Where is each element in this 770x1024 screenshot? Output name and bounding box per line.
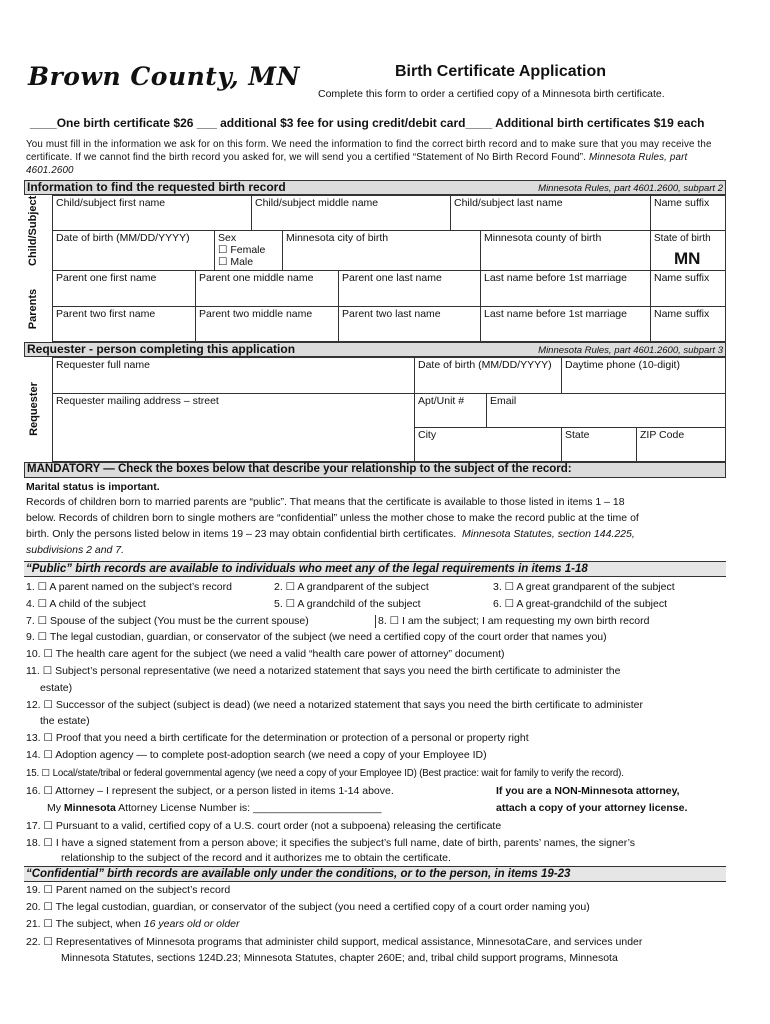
mandatory-header: MANDATORY — Check the boxes below that describe your relationship to the subject of the record: xyxy=(24,462,726,478)
parents-label: Parents xyxy=(27,288,39,330)
intro-rule: Minnesota Rules, part 4601.2600 xyxy=(26,152,688,176)
parent2-last-name-field[interactable]: Parent two last name xyxy=(338,306,481,342)
state-of-birth-value: MN xyxy=(674,249,701,268)
mandatory-text-4 xyxy=(26,543,124,559)
item-17-checkbox[interactable]: 17. ☐ Pursuant to a valid, certified copy of a U.S. court order (not a subpoena) releasing the certificate xyxy=(26,820,502,832)
intro-text xyxy=(26,138,726,177)
item-4-checkbox[interactable]: 4. ☐ A child of the subject xyxy=(26,598,146,610)
requester-phone-field[interactable]: Daytime phone (10-digit) xyxy=(561,357,726,394)
item-11-continued: estate) xyxy=(40,682,73,694)
state-of-birth-label: State of birth xyxy=(654,233,711,244)
child-middle-name-field[interactable]: Child/subject middle name xyxy=(251,195,451,231)
sex-field xyxy=(214,230,283,271)
form-title: Birth Certificate Application xyxy=(395,63,606,80)
requester-address-field[interactable]: Requester mailing address – street xyxy=(52,393,415,462)
mandatory-text-2: below. Records of children born to single mothers are “confidential” unless the mother chose to make the record public at the time of xyxy=(26,512,639,524)
requester-state-field[interactable]: State xyxy=(561,427,637,462)
county-of-birth-field[interactable]: Minnesota county of birth xyxy=(480,230,651,271)
male-checkbox[interactable]: ☐ Male xyxy=(218,256,254,268)
item-9-checkbox[interactable]: 9. ☐ The legal custodian, guardian, or conservator of the subject (we need a certified copy of the court order that names you) xyxy=(26,631,607,643)
item-18-checkbox[interactable]: 18. ☐ I have a signed statement from a person above; it specifies the subject’s full name, date of birth, parents’ names, the signer’s xyxy=(26,837,636,849)
item-2-checkbox[interactable]: 2. ☐ A grandparent of the subject xyxy=(274,581,429,593)
requester-email-field[interactable]: Email xyxy=(486,393,726,428)
item-6-checkbox[interactable]: 6. ☐ A great-grandchild of the subject xyxy=(493,598,668,610)
mandatory-text-3-body: birth. Only the persons listed below in items 19 – 23 may obtain confidential birth certificates. xyxy=(26,528,457,540)
item-16-checkbox[interactable]: 16. ☐ Attorney – I represent the subject, or a person listed in items 1-14 above. xyxy=(26,785,394,797)
fee-line: ____One birth certificate $26 ___ additional $3 fee for using credit/debit card____ Additional birth certificates $19 each xyxy=(30,116,705,130)
form-subtitle: Complete this form to order a certified copy of a Minnesota birth certificate. xyxy=(318,88,665,100)
item-1-checkbox[interactable]: 1. ☐ A parent named on the subject’s record xyxy=(26,581,232,593)
parent1-name-suffix-field[interactable]: Name suffix xyxy=(650,270,726,307)
item-21-age: 16 years old or older xyxy=(143,918,240,930)
requester-section-title: Requester - person completing this application xyxy=(27,342,296,356)
item-19-checkbox[interactable]: 19. ☐ Parent named on the subject’s record xyxy=(26,884,231,896)
parent1-first-name-field[interactable]: Parent one first name xyxy=(52,270,196,307)
child-last-name-field[interactable]: Child/subject last name xyxy=(450,195,651,231)
item-3-checkbox[interactable]: 3. ☐ A great grandparent of the subject xyxy=(493,581,675,593)
child-subject-label: Child/Subject xyxy=(27,195,39,266)
item-16-license-post[interactable]: Attorney License Number is: ______________________ xyxy=(115,802,382,814)
sex-label: Sex xyxy=(218,232,237,244)
parent2-middle-name-field[interactable]: Parent two middle name xyxy=(195,306,339,342)
requester-city-field[interactable]: City xyxy=(414,427,562,462)
item-16-license-pre: My xyxy=(47,802,64,814)
child-dob-field[interactable]: Date of birth (MM/DD/YYYY) xyxy=(52,230,215,271)
item-7-checkbox[interactable]: 7. ☐ Spouse of the subject (You must be the current spouse) xyxy=(26,615,309,627)
requester-label: Requester xyxy=(28,382,40,436)
child-first-name-field[interactable]: Child/subject first name xyxy=(52,195,252,231)
parent1-last-name-before-marriage-field[interactable]: Last name before 1st marriage xyxy=(480,270,651,307)
item-8-checkbox[interactable]: 8. ☐ I am the subject; I am requesting my own birth record xyxy=(375,615,649,628)
item-5-checkbox[interactable]: 5. ☐ A grandchild of the subject xyxy=(274,598,421,610)
county-name: Brown County, MN xyxy=(28,62,300,91)
parent1-last-name-field[interactable]: Parent one last name xyxy=(338,270,481,307)
item-20-checkbox[interactable]: 20. ☐ The legal custodian, guardian, or conservator of the subject (you need a certified copy of a court order naming you) xyxy=(26,901,590,913)
child-name-suffix-field[interactable]: Name suffix xyxy=(650,195,726,231)
intro-body: You must fill in the information we ask for on this form. We need the information to find the correct birth record and to make sure that you may receive the certificate. If we cannot find the birth record you asked for, we will send you a certified “Statement of No Birth Record Found”. xyxy=(26,139,712,163)
item-14-checkbox[interactable]: 14. ☐ Adoption agency — to complete post-adoption search (we need a copy of your Employee ID) xyxy=(26,749,487,761)
parent1-middle-name-field[interactable]: Parent one middle name xyxy=(195,270,339,307)
public-records-band: “Public” birth records are available to individuals who meet any of the legal requirements in items 1-18 xyxy=(24,561,726,577)
item-10-checkbox[interactable]: 10. ☐ The health care agent for the subject (we need a valid “health care power of attorney” document) xyxy=(26,648,505,660)
parent2-name-suffix-field[interactable]: Name suffix xyxy=(650,306,726,342)
info-section-rule: Minnesota Rules, part 4601.2600, subpart 2 xyxy=(538,183,723,194)
confidential-records-band: “Confidential” birth records are available only under the conditions, or to the person, in items 19-23 xyxy=(24,866,726,882)
item-16-note-2: attach a copy of your attorney license. xyxy=(496,802,688,814)
item-18-continued: relationship to the subject of the record and it authorizes me to obtain the certificate. xyxy=(61,852,451,864)
parent2-last-name-before-marriage-field[interactable]: Last name before 1st marriage xyxy=(480,306,651,342)
item-13-checkbox[interactable]: 13. ☐ Proof that you need a birth certificate for the determination or protection of a personal or property right xyxy=(26,732,529,744)
info-section-header xyxy=(24,180,726,195)
requester-zip-field[interactable]: ZIP Code xyxy=(636,427,726,462)
item-15-checkbox[interactable]: 15. ☐ Local/state/tribal or federal governmental agency (we need a copy of your Employee ID) (Best practice: wait for family to verify the record). xyxy=(26,768,624,779)
mandatory-text-3 xyxy=(26,527,635,543)
mandatory-rule-2: subdivisions 2 and 7. xyxy=(26,544,125,556)
item-12-continued: the estate) xyxy=(40,715,90,727)
parent2-first-name-field[interactable]: Parent two first name xyxy=(52,306,196,342)
mandatory-text-1: Records of children born to married parents are “public”. That means that the certificate is available to those listed in items 1 – 18 xyxy=(26,496,625,508)
requester-full-name-field[interactable]: Requester full name xyxy=(52,357,415,394)
info-section-title: Information to find the requested birth record xyxy=(27,180,286,194)
requester-section-rule: Minnesota Rules, part 4601.2600, subpart 3 xyxy=(538,345,723,356)
item-16-license-line xyxy=(47,802,381,815)
item-11-checkbox[interactable]: 11. ☐ Subject’s personal representative (we need a notarized statement that says you need the birth certificate to administer the xyxy=(26,665,621,677)
item-21-checkbox[interactable] xyxy=(26,918,240,931)
item-22-continued: Minnesota Statutes, sections 124D.23; Minnesota Statutes, chapter 260E; and, tribal child support programs, Minnesota xyxy=(61,952,618,964)
city-of-birth-field[interactable]: Minnesota city of birth xyxy=(282,230,481,271)
mandatory-rule-1: Minnesota Statutes, section 144.225, xyxy=(461,528,635,540)
requester-dob-field[interactable]: Date of birth (MM/DD/YYYY) xyxy=(414,357,562,394)
marital-status-note: Marital status is important. xyxy=(26,481,160,493)
item-12-checkbox[interactable]: 12. ☐ Successor of the subject (subject is dead) (we need a notarized statement that says you need the birth certificate to administer xyxy=(26,699,643,711)
requester-apt-field[interactable]: Apt/Unit # xyxy=(414,393,487,428)
requester-section-header xyxy=(24,342,726,357)
female-checkbox[interactable]: ☐ Female xyxy=(218,244,266,256)
item-16-license-bold: Minnesota xyxy=(63,802,116,814)
item-21-text: 21. ☐ The subject, when xyxy=(26,918,144,930)
item-22-checkbox[interactable]: 22. ☐ Representatives of Minnesota programs that administer child support, medical assistance, MinnesotaCare, and services under xyxy=(26,936,643,948)
item-16-note-1: If you are a NON-Minnesota attorney, xyxy=(496,785,680,797)
